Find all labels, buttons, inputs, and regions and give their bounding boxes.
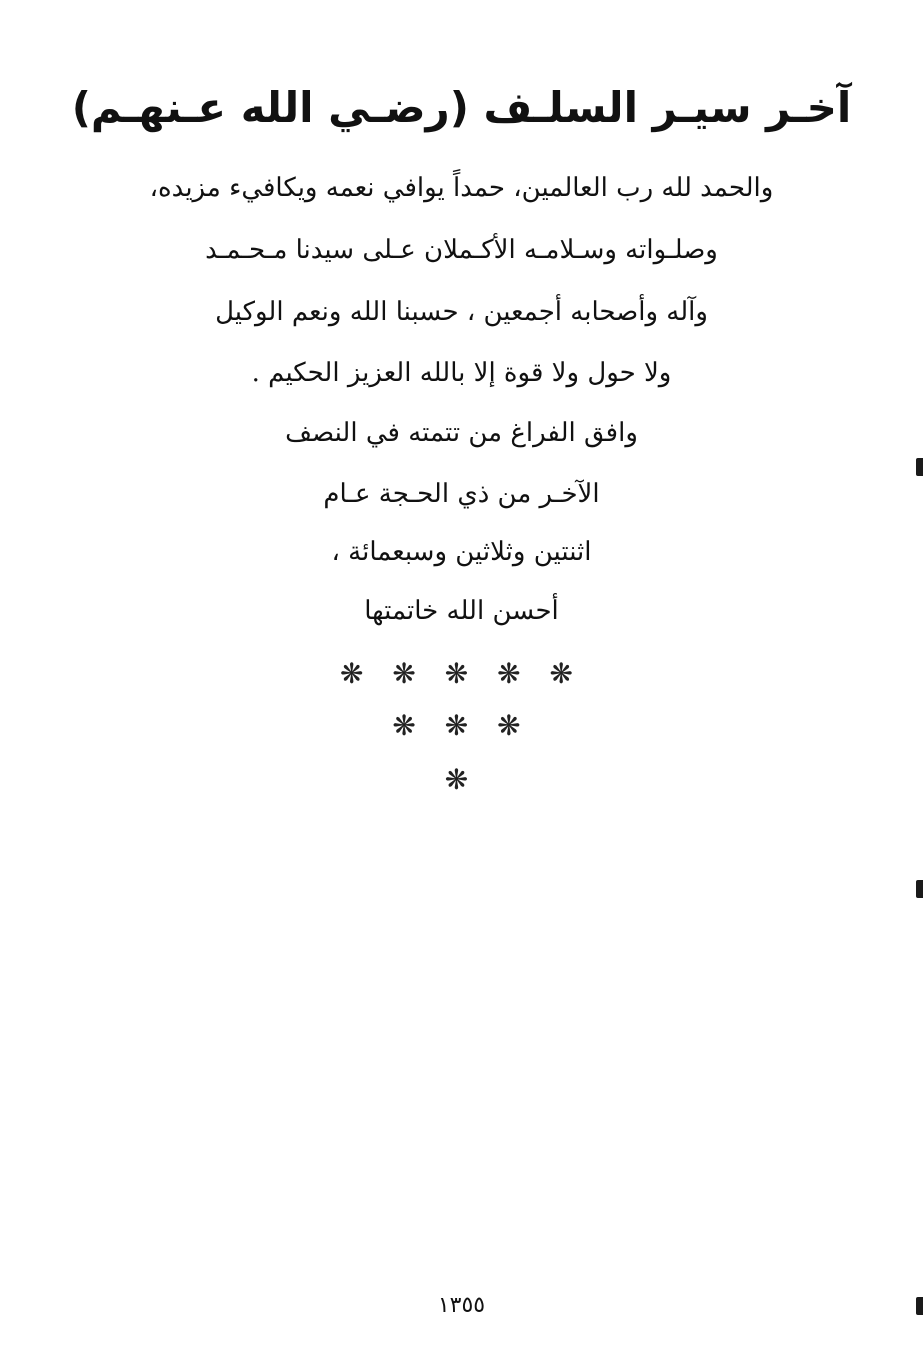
ornament-row-3: ❋ (444, 763, 479, 796)
scan-edge-mark (916, 1297, 923, 1315)
ornament-row-1: ❋ ❋ ❋ ❋ ❋ (340, 657, 583, 690)
body-line-6: الآخـر من ذي الحـجة عـام (323, 479, 600, 509)
body-line-8: أحسن الله خاتمتها (364, 596, 559, 626)
scan-edge-mark (916, 458, 923, 476)
body-line-5: وافق الفراغ من تتمته في النصف (285, 418, 638, 448)
body-line-1: والحمد لله رب العالمين، حمداً يوافي نعمه ويكافيء مزيده، (149, 173, 774, 203)
page-number: ١٣٥٥ (437, 1293, 486, 1318)
body-line-3: وآله وأصحابه أجمعين ، حسبنا الله ونعم الوكيل (215, 297, 708, 327)
body-line-7: اثنتين وثلاثين وسبعمائة ، (331, 537, 592, 567)
ornament-row-2: ❋ ❋ ❋ (392, 709, 531, 742)
body-line-4: ولا حول ولا قوة إلا بالله العزيز الحكيم . (251, 358, 672, 388)
body-line-2: وصلـواته وسـلامـه الأكـملان عـلى سيدنا مـحـمـد (205, 235, 718, 265)
section-title: آخـر سيـر السلـف (رضـي الله عـنهـم) (71, 83, 852, 132)
scan-edge-mark (916, 880, 923, 898)
